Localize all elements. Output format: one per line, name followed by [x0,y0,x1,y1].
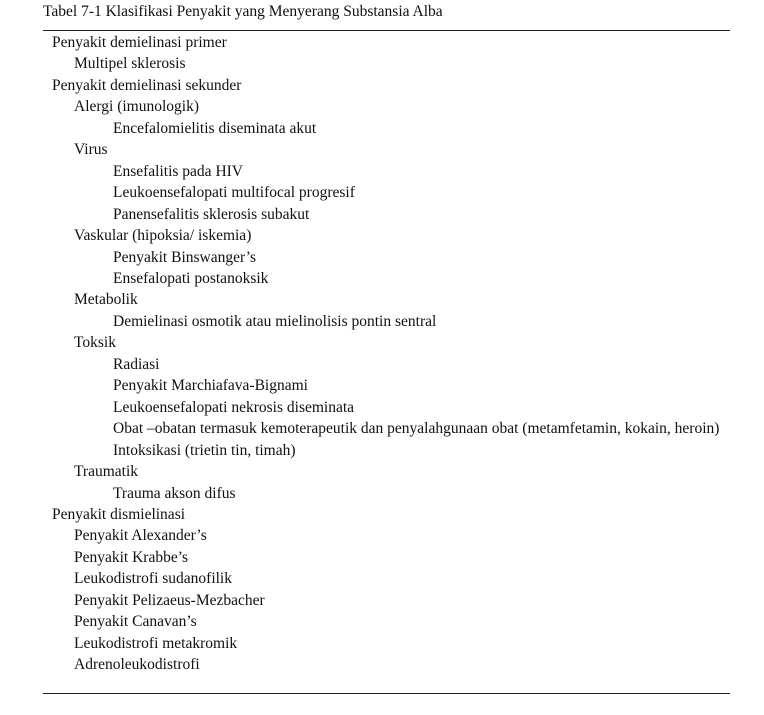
list-item: Alergi (imunologik) [74,98,199,116]
list-item: Demielinasi osmotik atau mielinolisis pontin sentral [113,312,437,330]
list-item: Radiasi [113,355,160,373]
list-item: Multipel sklerosis [74,55,186,73]
list-item: Traumatik [74,463,139,481]
list-item: Leukodistrofi sudanofilik [74,570,232,588]
list-item: Trauma akson difus [113,484,236,502]
list-item: Leukoensefalopati nekrosis diseminata [113,398,355,416]
list-item: Penyakit demielinasi sekunder [52,76,242,94]
table-caption: Tabel 7-1 Klasifikasi Penyakit yang Menyerang Substansia Alba [43,3,443,20]
list-item: Obat –obatan termasuk kemoterapeutik dan penyalahgunaan obat (metamfetamin, kokain, heroin) [113,420,720,438]
list-item: Leukoensefalopati multifocal progresif [113,184,355,202]
list-item: Intoksikasi (trietin tin, timah) [113,441,296,459]
list-item: Penyakit Binswanger’s [113,248,257,266]
list-item: Penyakit Marchiafava-Bignami [113,377,308,395]
list-item: Encefalomielitis diseminata akut [113,119,317,137]
list-item: Leukodistrofi metakromik [74,634,238,652]
list-item: Metabolik [74,291,138,309]
list-item: Adrenoleukodistrofi [74,656,200,674]
list-item: Panensefalitis sklerosis subakut [113,205,310,223]
bottom-rule [43,693,730,694]
list-item: Vaskular (hipoksia/ iskemia) [74,227,252,245]
classification-list [52,32,732,676]
list-item: Ensefalitis pada HIV [113,162,243,180]
list-item: Penyakit Pelizaeus-Mezbacher [74,591,265,609]
list-item: Ensefalopati postanoksik [113,269,269,287]
list-item: Penyakit dismielinasi [52,505,186,523]
list-item: Penyakit demielinasi primer [52,34,227,51]
list-item: Penyakit Canavan’s [74,613,197,631]
list-item: Virus [74,141,108,159]
list-item: Toksik [74,334,116,352]
list-item: Penyakit Krabbe’s [74,548,189,566]
top-rule [43,30,730,31]
list-item: Penyakit Alexander’s [74,527,207,545]
